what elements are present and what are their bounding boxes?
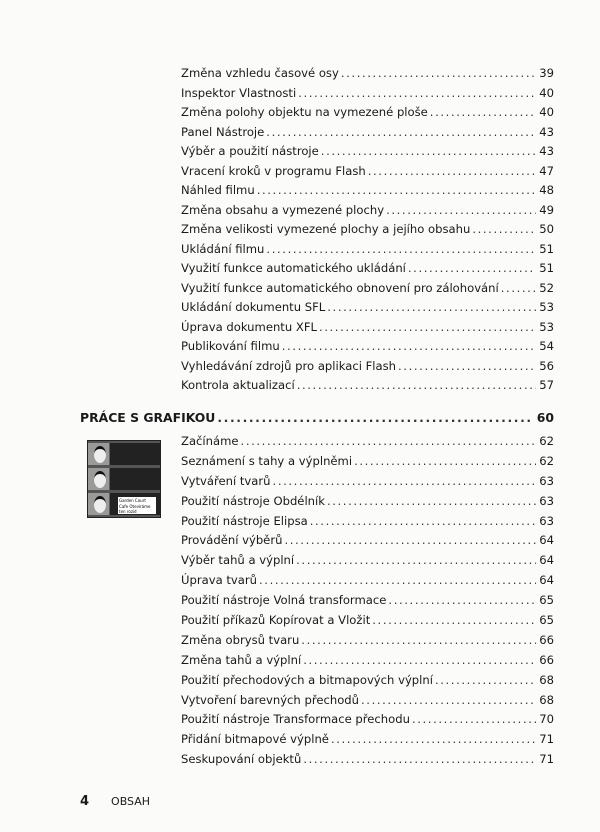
- dot-leader: [354, 454, 536, 468]
- entry-title: Vytváření tvarů: [181, 473, 271, 488]
- toc-entry: [181, 494, 554, 514]
- thumbnail-caption: Garden Court Cafe Otevíráme ten rozid: [118, 497, 156, 514]
- toc-entry: [181, 514, 554, 534]
- dot-leader: [386, 203, 536, 217]
- dot-leader: [327, 300, 536, 314]
- entry-title: Změna polohy objektu na vymezené ploše: [181, 105, 428, 119]
- entry-page: 71: [539, 752, 554, 767]
- entry-page: 43: [539, 124, 554, 139]
- toc-section-list: [181, 66, 554, 398]
- entry-page: 52: [539, 280, 554, 295]
- entry-page: 66: [539, 652, 554, 667]
- dot-leader: [266, 125, 536, 139]
- entry-title: Vytvoření barevných přechodů: [181, 692, 359, 707]
- dot-leader: [257, 183, 537, 197]
- toc-entry: [181, 261, 554, 281]
- entry-title: Použití nástroje Transformace přechodu: [181, 712, 410, 727]
- dot-leader: [266, 242, 536, 256]
- entry-title: Vyhledávání zdrojů pro aplikaci Flash: [181, 358, 397, 373]
- dot-leader: [298, 86, 536, 100]
- toc-entry: [181, 378, 554, 398]
- entry-title: Použití nástroje Elipsa: [181, 513, 308, 528]
- dot-leader: [259, 573, 536, 587]
- entry-page: 53: [539, 319, 554, 334]
- dot-leader: [368, 164, 537, 178]
- footer-label: OBSAH: [111, 795, 151, 808]
- dot-leader: [303, 752, 536, 766]
- dot-leader: [435, 673, 536, 687]
- toc-entry: [181, 339, 554, 359]
- entry-page: 63: [539, 473, 554, 488]
- dot-leader: [372, 613, 536, 627]
- toc-entry: [181, 300, 554, 320]
- dot-leader: [361, 693, 536, 707]
- entry-title: Panel Nástroje: [181, 124, 265, 139]
- entry-page: 51: [539, 241, 554, 256]
- entry-page: 40: [539, 105, 554, 119]
- dot-leader: [241, 434, 537, 448]
- dot-leader: [217, 410, 533, 425]
- dot-leader: [430, 105, 536, 119]
- toc-entry: [181, 693, 554, 713]
- dot-leader: [388, 593, 536, 607]
- entry-page: 47: [539, 163, 554, 178]
- entry-page: 62: [539, 434, 554, 448]
- dot-leader: [398, 359, 536, 373]
- entry-title: Kontrola aktualizací: [181, 378, 295, 392]
- toc-entry: [181, 222, 554, 242]
- dot-leader: [296, 553, 536, 567]
- entry-title: Náhled filmu: [181, 183, 255, 197]
- dot-leader: [472, 222, 536, 236]
- thumbnail-band: [88, 468, 160, 490]
- toc-entry: [181, 613, 554, 633]
- entry-title: Výběr a použití nástroje: [181, 144, 319, 158]
- toc-entry: [181, 281, 554, 301]
- toc-entry: [181, 125, 554, 145]
- toc-entry: [181, 533, 554, 553]
- toc-entry: [181, 633, 554, 653]
- toc-entry: [181, 320, 554, 340]
- toc-entry: [181, 474, 554, 494]
- entry-page: 70: [539, 712, 554, 727]
- dot-leader: [331, 732, 536, 746]
- entry-title: Ukládání filmu: [181, 241, 265, 256]
- dot-leader: [412, 712, 536, 726]
- entry-page: 50: [539, 222, 554, 236]
- entry-title: Seznámení s tahy a výplněmi: [181, 453, 353, 468]
- entry-title: Použití nástroje Volná transformace: [181, 593, 387, 608]
- dot-leader: [408, 261, 536, 275]
- entry-title: Publikování filmu: [181, 339, 280, 353]
- entry-page: 68: [539, 672, 554, 687]
- dot-leader: [321, 144, 536, 158]
- entry-title: Využití funkce automatického obnovení pro zálohování: [181, 280, 499, 295]
- toc-entry: [181, 434, 554, 454]
- entry-title: Použití nástroje Obdélník: [181, 493, 325, 508]
- entry-page: 64: [539, 573, 554, 588]
- entry-title: Výběr tahů a výplní: [181, 553, 295, 568]
- entry-title: Změna tahů a výplní: [181, 652, 302, 667]
- entry-title: Použití příkazů Kopírovat a Vložit: [181, 613, 371, 628]
- entry-page: 56: [539, 358, 554, 373]
- entry-page: 65: [539, 593, 554, 608]
- toc-entry: [181, 105, 554, 125]
- entry-title: Přidání bitmapové výplně: [181, 732, 329, 747]
- entry-page: 48: [539, 183, 554, 197]
- page-number: 4: [80, 794, 90, 809]
- toc-entry: [181, 144, 554, 164]
- chapter-page: 60: [536, 410, 554, 425]
- dot-leader: [319, 320, 536, 334]
- chapter-heading: [80, 410, 554, 425]
- toc-entry: [181, 712, 554, 732]
- dot-leader: [297, 378, 537, 392]
- entry-page: 40: [539, 85, 554, 100]
- entry-title: Změna obrysů tvaru: [181, 632, 300, 647]
- entry-title: Použití přechodových a bitmapových výplní: [181, 672, 433, 687]
- entry-page: 71: [539, 732, 554, 747]
- toc-entry: [181, 653, 554, 673]
- chapter-title: PRÁCE S GRAFIKOU: [80, 410, 216, 425]
- entry-page: 43: [539, 144, 554, 158]
- dot-leader: [303, 653, 536, 667]
- entry-page: 49: [539, 202, 554, 217]
- page-footer: [80, 794, 150, 809]
- toc-entry: [181, 164, 554, 184]
- entry-page: 63: [539, 513, 554, 528]
- toc-entry: [181, 752, 554, 772]
- entry-title: Využití funkce automatického ukládání: [181, 261, 406, 275]
- entry-page: 39: [539, 66, 554, 80]
- entry-page: 53: [539, 300, 554, 314]
- toc-entry: [181, 573, 554, 593]
- toc-entry: [181, 183, 554, 203]
- entry-title: Seskupování objektů: [181, 752, 302, 767]
- entry-page: 65: [539, 613, 554, 628]
- entry-page: 62: [539, 453, 554, 468]
- entry-page: 63: [539, 493, 554, 508]
- chapter-thumbnail-image: [87, 440, 161, 518]
- toc-entry: [181, 673, 554, 693]
- thumbnail-band: [88, 443, 160, 465]
- toc-entry: [181, 593, 554, 613]
- entry-title: Inspektor Vlastnosti: [181, 85, 297, 100]
- toc-entry: [181, 66, 554, 86]
- entry-title: Začínáme: [181, 434, 239, 448]
- entry-page: 64: [539, 553, 554, 568]
- toc-entry: [181, 553, 554, 573]
- entry-title: Vracení kroků v programu Flash: [181, 163, 366, 178]
- toc-chapter-list: [181, 434, 554, 772]
- dot-leader: [341, 66, 536, 80]
- toc-entry: [181, 203, 554, 223]
- entry-page: 66: [539, 632, 554, 647]
- dot-leader: [327, 494, 536, 508]
- entry-title: Provádění výběrů: [181, 533, 283, 548]
- toc-entry: [181, 454, 554, 474]
- dot-leader: [501, 281, 536, 295]
- entry-title: Úprava tvarů: [181, 573, 257, 588]
- dot-leader: [310, 514, 537, 528]
- dot-leader: [273, 474, 537, 488]
- entry-page: 57: [539, 378, 554, 392]
- entry-page: 51: [539, 261, 554, 275]
- entry-title: Změna vzhledu časové osy: [181, 66, 339, 80]
- entry-page: 64: [539, 533, 554, 548]
- dot-leader: [282, 339, 537, 353]
- dot-leader: [284, 533, 536, 547]
- toc-entry: [181, 359, 554, 379]
- entry-title: Ukládání dokumentu SFL: [181, 300, 326, 314]
- dot-leader: [301, 633, 536, 647]
- toc-entry: [181, 86, 554, 106]
- entry-title: Úprava dokumentu XFL: [181, 319, 317, 334]
- entry-page: 68: [539, 692, 554, 707]
- entry-title: Změna velikosti vymezené plochy a jejího obsahu: [181, 222, 471, 236]
- toc-entry: [181, 732, 554, 752]
- toc-entry: [181, 242, 554, 262]
- entry-page: 54: [539, 339, 554, 353]
- entry-title: Změna obsahu a vymezené plochy: [181, 202, 385, 217]
